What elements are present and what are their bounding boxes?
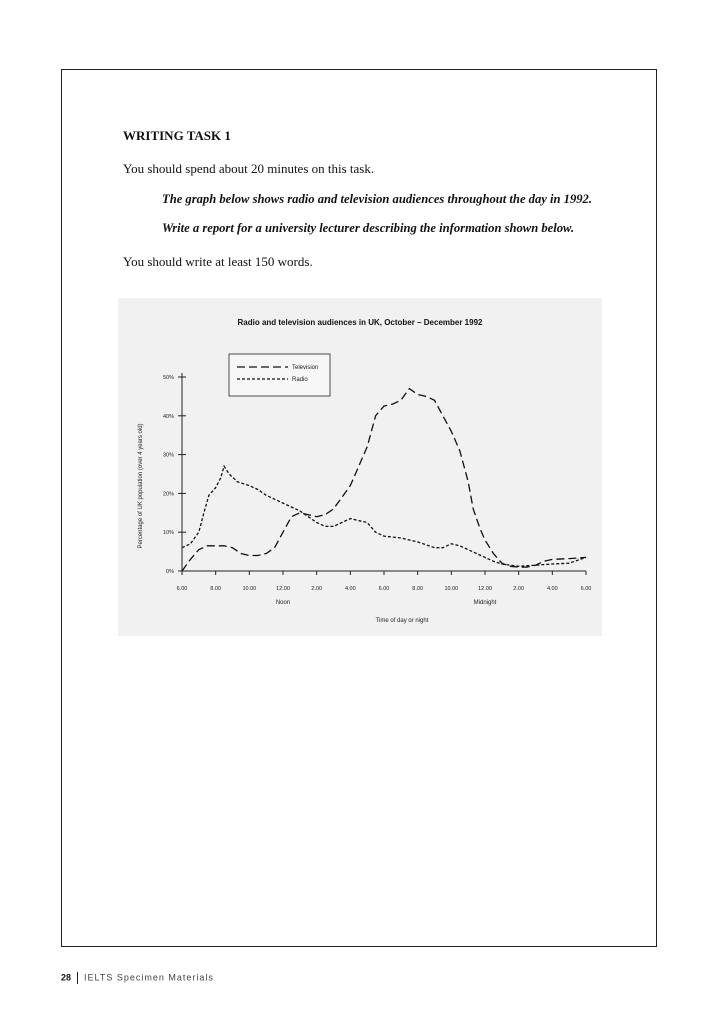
y-tick-label: 40% [162,413,174,420]
y-tick-label: 10% [162,530,174,537]
task-prompt-instruction: Write a report for a university lecturer describing the information shown below. [162,221,575,235]
series-line-radio [182,466,586,566]
x-tick-label: 8.00 [412,586,424,592]
x-tick-label: 8.00 [210,586,222,592]
x-tick-label: 12.00 [478,586,492,592]
chart-title: Radio and television audiences in UK, October – December 1992 [237,318,483,327]
x-tick-label: 10.00 [242,586,257,592]
footer-divider [77,972,78,984]
page-number: 28 [61,972,72,983]
x-tick-label: 10.00 [444,586,459,592]
chart-panel [118,298,602,636]
y-tick-label: 50% [162,375,174,381]
x-tick-label: 2.00 [513,586,525,592]
x-tick-label: 6.00 [176,586,188,592]
x-tick-label: 12.00 [276,586,290,592]
x-tick-label: 2.00 [311,586,323,592]
x-tick-label: 6.00 [580,586,592,592]
y-tick-label: 20% [162,491,174,498]
legend-label-television: Television [292,365,319,371]
x-subtitle-noon: Noon [275,600,291,606]
legend-label-radio: Radio [292,377,308,383]
time-instruction: You should spend about 20 minutes on this task. [123,161,375,176]
series-line-television [182,389,586,571]
line-chart [118,298,602,636]
x-subtitle-midnight: Midnight [473,600,497,606]
x-tick-label: 6.00 [378,586,390,592]
word-count-instruction: You should write at least 150 words. [123,254,313,269]
x-tick-label: 4.00 [344,586,356,592]
legend-box [229,354,330,396]
x-tick-label: 4.00 [546,586,558,592]
x-axis-title: Time of day or night [375,618,429,624]
y-tick-label: 0% [166,569,174,575]
y-axis-title: Percentage of UK population (over 4 years old) [138,423,144,549]
y-tick-label: 30% [162,452,174,459]
task-heading: WRITING TASK 1 [123,128,231,143]
publication-name: IELTS Specimen Materials [84,972,214,983]
page-footer [61,972,214,984]
task-prompt-description: The graph below shows radio and television audiences throughout the day in 1992. [162,192,592,206]
